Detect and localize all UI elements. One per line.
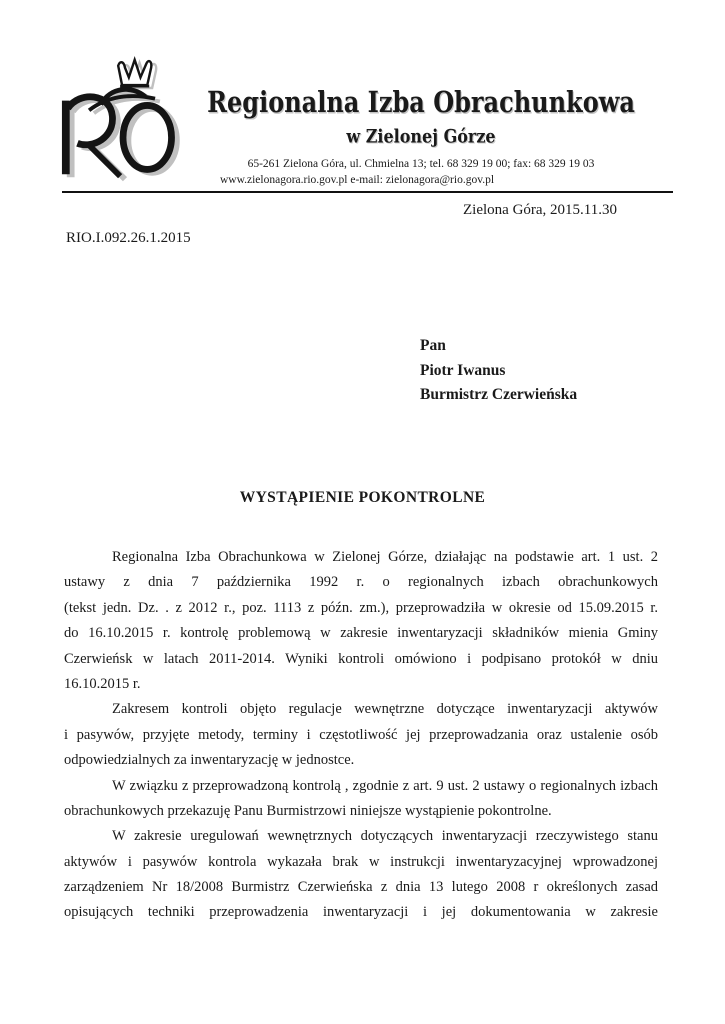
org-address-line: 65-261 Zielona Góra, ul. Chmielna 13; tel. 68 329 19 00; fax: 68 329 19 03 (247, 158, 595, 170)
body-line: odpowiedzialnych za inwentaryzację w jednostce. (64, 752, 355, 769)
org-contact-line: www.zielonagora.rio.gov.pl e-mail: zielonagora@rio.gov.pl (219, 174, 495, 186)
document-body (64, 545, 658, 926)
body-line: W związku z przeprowadzoną kontrolą , zgodnie z art. 9 ust. 2 ustawy o regionalnych izbach (112, 777, 658, 794)
addressee-title: Burmistrz Czerwieńska (420, 386, 578, 403)
paragraph (64, 824, 658, 926)
addressee-salutation: Pan (420, 337, 446, 354)
body-line: W zakresie uregulowań wewnętrznych dotyczących inwentaryzacji rzeczywistego stanu (112, 828, 658, 845)
body-line: opisujących techniki przeprowadzenia inwentaryzacji i jej dokumentowania w zakresie (64, 904, 658, 921)
paragraph (64, 697, 658, 773)
paragraph (64, 545, 658, 697)
reference-number: RIO.I.092.26.1.2015 (66, 230, 191, 246)
body-line: (tekst jedn. Dz. . z 2012 r., poz. 1113 z późn. zm.), przeprowadziła w okresie od 15.09.2015 r. (64, 599, 658, 616)
body-line: Zakresem kontroli objęto regulacje wewnętrzne dotyczące inwentaryzacji aktywów (112, 701, 658, 718)
paragraph (64, 774, 658, 825)
body-line: 16.10.2015 r. (64, 675, 141, 692)
document-title: WYSTĄPIENIE POKONTROLNE (239, 489, 486, 506)
org-name: Regionalna Izba Obrachunkowa (207, 84, 635, 120)
addressee-name: Piotr Iwanus (420, 361, 506, 379)
addressee-block (420, 334, 577, 408)
body-line: i pasywów, przyjęte metody, terminy i częstotliwość jej przeprowadzania oraz ustalenie osób (64, 726, 658, 743)
body-line: do 16.10.2015 r. kontrolę problemową w zakresie inwentaryzacji składników mienia Gminy (64, 625, 658, 642)
body-line: Regionalna Izba Obrachunkowa w Zielonej Górze, działając na podstawie art. 1 ust. 2 (112, 549, 658, 565)
letterhead-divider (62, 191, 673, 193)
body-line: aktywów i pasywów kontrola wykazała brak w instrukcji inwentaryzacyjnej wprowadzonej (64, 853, 658, 870)
org-location: w Zielonej Górze (346, 125, 496, 147)
body-line: obrachunkowych przekazuję Panu Burmistrzowi niniejsze wystąpienie pokontrolne. (64, 802, 552, 819)
body-line: Czerwieńsk w latach 2011-2014. Wyniki kontroli omówiono i podpisano protokół w dniu (64, 650, 658, 667)
place-and-date: Zielona Góra, 2015.11.30 (463, 202, 617, 218)
body-line: zarządzeniem Nr 18/2008 Burmistrz Czerwieńska z dnia 13 lutego 2008 r określonych zasad (64, 879, 658, 896)
body-line: ustawy z dnia 7 października 1992 r. o regionalnych izbach obrachunkowych (64, 574, 658, 591)
